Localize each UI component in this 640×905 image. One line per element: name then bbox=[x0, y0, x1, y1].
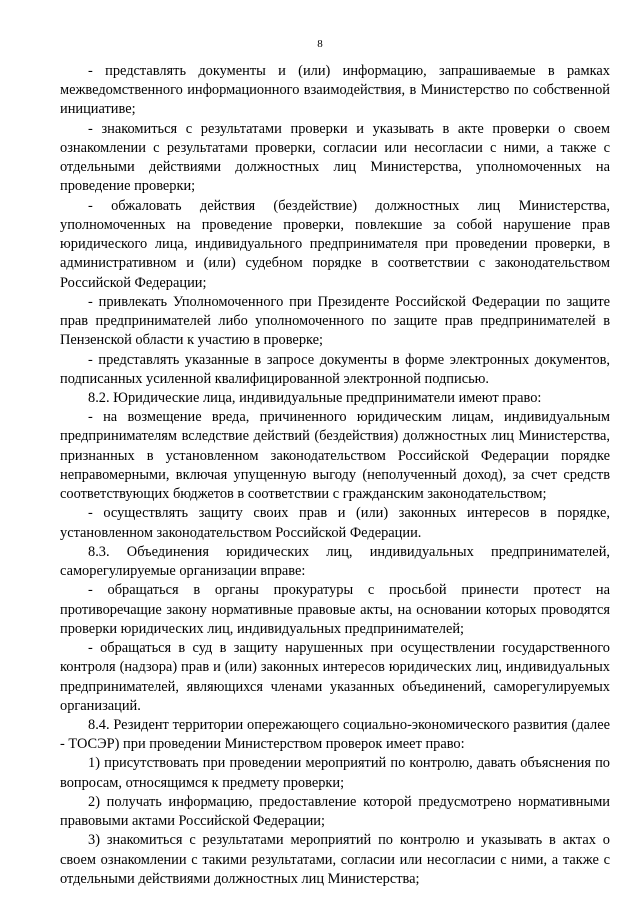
paragraph-review-results: - знакомиться с результатами проверки и указывать в акте проверки о своем ознакомлении с результатами проверки, согласии или несогласии с ними, а также с отдельными действиями должностных лиц Министерства, уполномоченных на проведение проверки; bbox=[60, 120, 610, 195]
paragraph-submit-documents: - представлять документы и (или) информацию, запрашиваемые в рамках межведомственного информационного взаимодействия, в Министерство по собственной инициативе; bbox=[60, 63, 610, 118]
paragraph-prosecutor-appeal: - обращаться в органы прокуратуры с просьбой принести протест на противоречащие закону нормативные правовые акты, на основании которых проводятся проверки юридических лиц, индивидуальных предпринимателей; bbox=[60, 582, 610, 637]
section-8-2-heading: 8.2. Юридические лица, индивидуальные предприниматели имеют право: bbox=[88, 389, 542, 406]
page-number: 8 bbox=[317, 38, 323, 50]
paragraph-damage-compensation: - на возмещение вреда, причиненного юридическим лицам, индивидуальным предпринимателям вследствие действий (бездействия) должностных лиц Министерства, признанных в установленном законодательством Российской Федерации порядке неправомерными, включая упущенную выгоду (неполученный доход), за счет средств соответствующих бюджетов в соответствии с гражданским законодательством; bbox=[60, 409, 610, 503]
document-body bbox=[60, 62, 610, 889]
section-8-3-heading: 8.3. Объединения юридических лиц, индивидуальных предпринимателей, саморегулируемые организации вправе: bbox=[60, 543, 610, 580]
list-item-1: 1) присутствовать при проведении мероприятий по контролю, давать объяснения по вопросам, относящимся к предмету проверки; bbox=[60, 755, 610, 791]
paragraph-appeal-actions: - обжаловать действия (бездействие) должностных лиц Министерства, уполномоченных на проведение проверки, повлекшие за собой нарушение прав юридического лица, индивидуального предпринимателя при проведении проверки, в административном и (или) судебном порядке в соответствии с законодательством Российской Федерации; bbox=[60, 197, 610, 291]
paragraph-court-appeal: - обращаться в суд в защиту нарушенных при осуществлении государственного контроля (надзора) прав и (или) законных интересов юридических лиц, индивидуальных предпринимателей, являющихся членами указанных объединений, саморегулируемых организаций. bbox=[60, 640, 610, 714]
section-8-4-heading: 8.4. Резидент территории опережающего социально-экономического развития (далее - ТОСЭР) при проведении Министерством проверок имеет право: bbox=[60, 716, 610, 753]
list-item-2: 2) получать информацию, предоставление которой предусмотрено нормативными правовыми актами Российской Федерации; bbox=[60, 793, 610, 830]
paragraph-electronic-documents: - представлять указанные в запросе документы в форме электронных документов, подписанных усиленной квалифицированной электронной подписью. bbox=[60, 351, 610, 387]
list-item-3: 3) знакомиться с результатами мероприятий по контролю и указывать в актах о своем ознакомлении с такими результатами, согласии или несогласии с ними, а также с отдельными действиями должностных лиц Министерства; bbox=[60, 832, 610, 887]
paragraph-involve-ombudsman: - привлекать Уполномоченного при Президенте Российской Федерации по защите прав предпринимателей либо уполномоченного по защите прав предпринимателей в Пензенской области к участию в проверке; bbox=[60, 293, 610, 349]
paragraph-protect-rights: - осуществлять защиту своих прав и (или) законных интересов в порядке, установленном законодательством Российской Федерации. bbox=[60, 505, 610, 541]
